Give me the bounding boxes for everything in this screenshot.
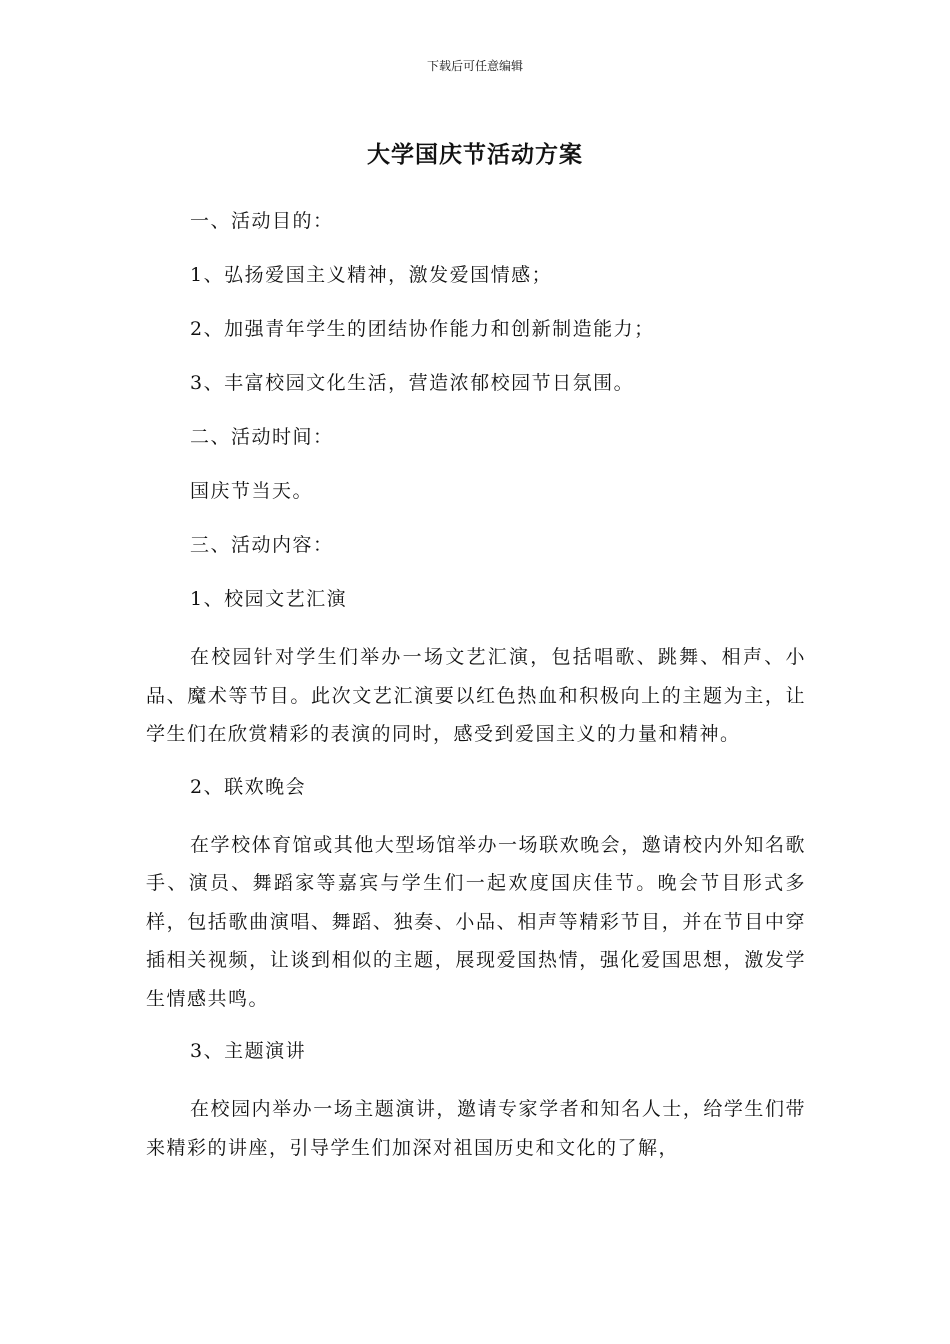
time-text: 国庆节当天。	[190, 480, 314, 502]
purpose-item-3: 3、丰富校园文化生活，营造浓郁校园节日氛围。	[190, 372, 635, 394]
section-heading-time: 二、活动时间：	[190, 426, 334, 448]
section-heading-content: 三、活动内容：	[190, 534, 334, 556]
content-item-3-heading: 3、主题演讲	[190, 1040, 307, 1062]
content-item-3-paragraph: 在校园内举办一场主题演讲，邀请专家学者和知名人士，给学生们带来精彩的讲座，引导学生们加深对祖国历史和文化的了解，	[146, 1098, 806, 1159]
page-title: 大学国庆节活动方案	[367, 142, 583, 168]
header-note: 下载后可任意编辑	[426, 59, 523, 73]
document-body	[146, 206, 806, 1185]
content-item-1-paragraph: 在校园针对学生们举办一场文艺汇演，包括唱歌、跳舞、相声、小品、魔术等节目。此次文艺汇演要以红色热血和积极向上的主题为主，让学生们在欣赏精彩的表演的同时，感受到爱国主义的力量和精神。	[146, 646, 806, 745]
purpose-item-1: 1、弘扬爱国主义精神，激发爱国情感；	[190, 264, 553, 286]
purpose-item-2: 2、加强青年学生的团结协作能力和创新制造能力；	[190, 318, 655, 340]
content-item-1-heading: 1、校园文艺汇演	[190, 588, 348, 610]
section-heading-purpose: 一、活动目的：	[190, 210, 334, 232]
content-item-2-heading: 2、联欢晚会	[190, 775, 307, 798]
content-item-2-paragraph: 在学校体育馆或其他大型场馆举办一场联欢晚会，邀请校内外知名歌手、演员、舞蹈家等嘉宾与学生们一起欢度国庆佳节。晚会节目形式多样，包括歌曲演唱、舞蹈、独奏、小品、相声等精彩节目，并在节目中穿插相关视频，让谈到相似的主题，展现爱国热情，强化爱国思想，激发学生情感共鸣。	[146, 833, 806, 1010]
